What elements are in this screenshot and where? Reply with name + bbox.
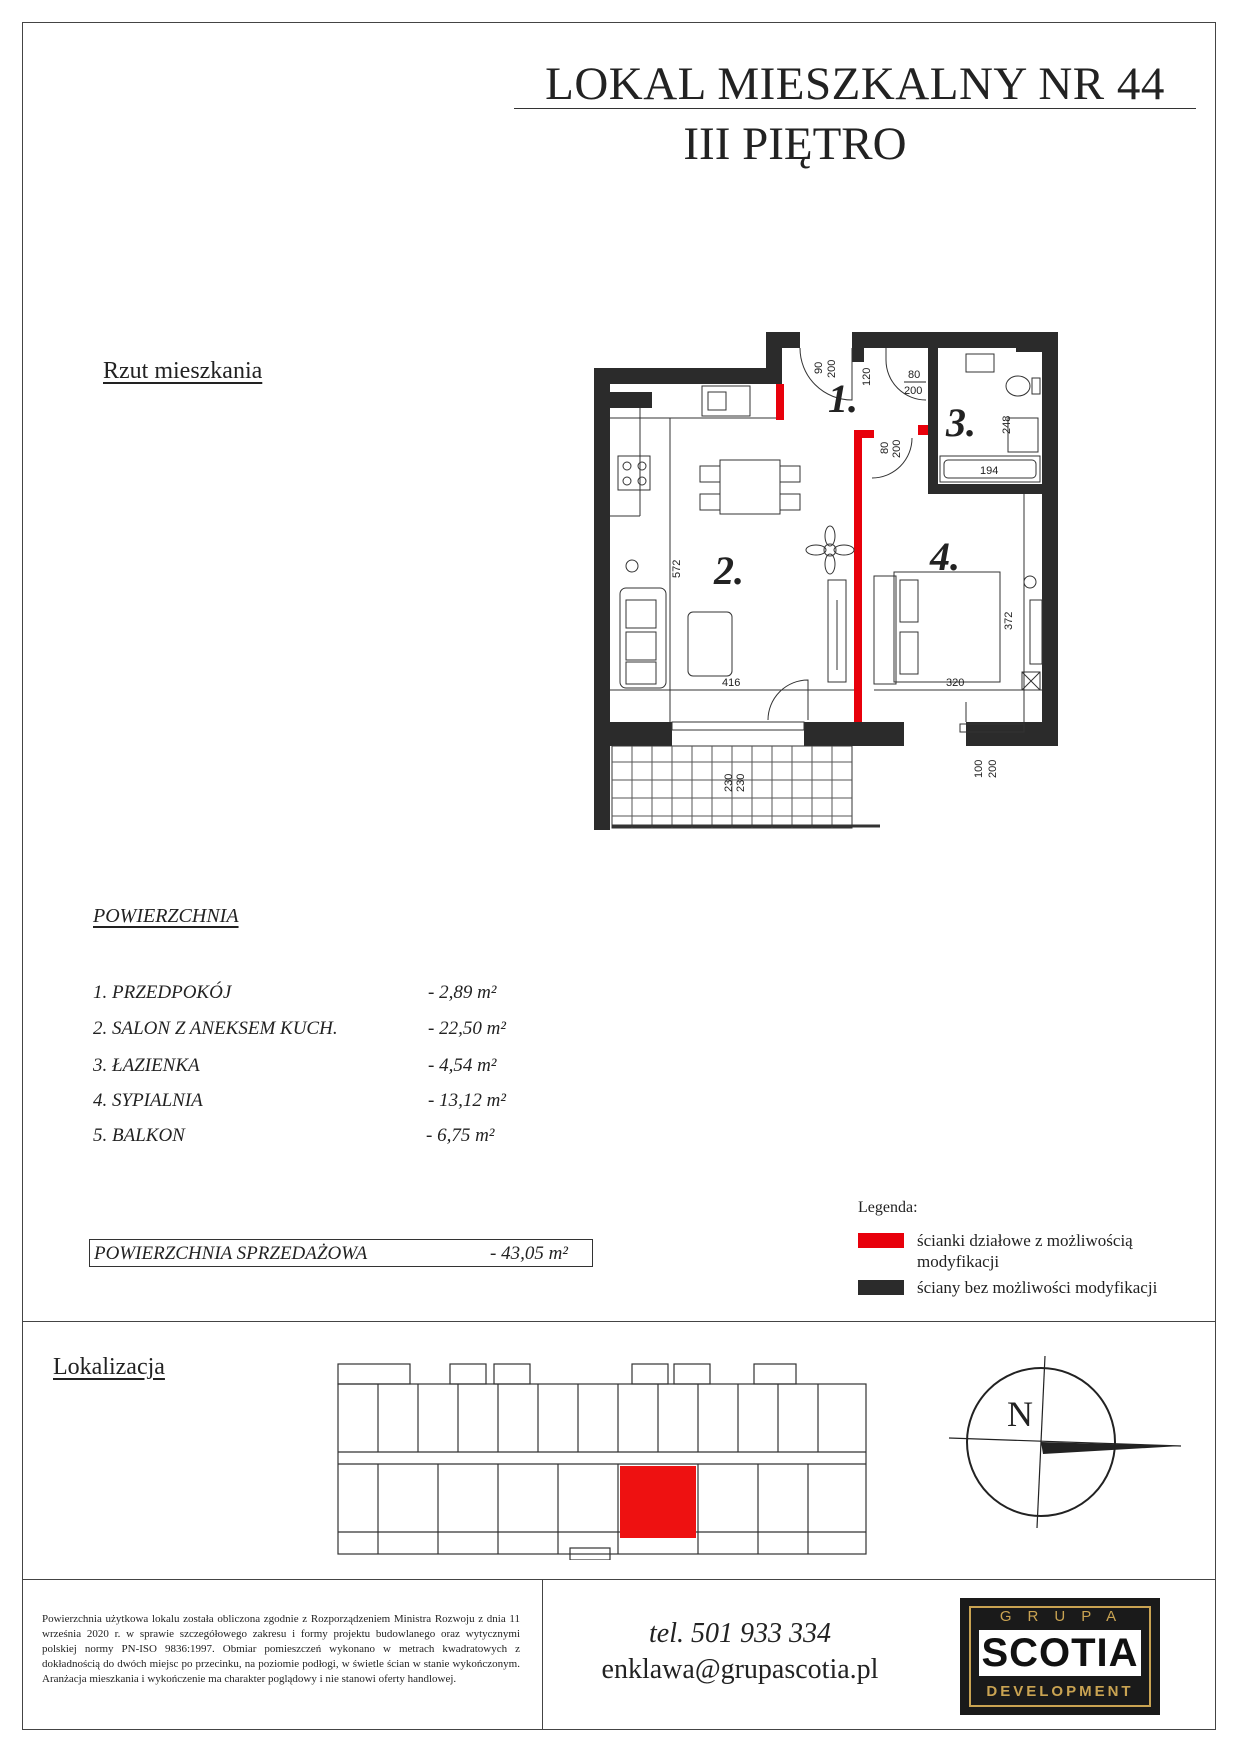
structural-walls bbox=[594, 332, 1058, 830]
sale-area-box bbox=[89, 1239, 593, 1267]
logo-top-text: GRUPA bbox=[999, 1608, 1133, 1625]
title-underline bbox=[514, 108, 1196, 109]
plan-label: Rzut mieszkania bbox=[103, 358, 263, 384]
divider-footer bbox=[22, 1579, 1216, 1580]
sale-area-value: - 43,05 m² bbox=[490, 1243, 568, 1264]
logo-main-text: SCOTIA bbox=[979, 1630, 1141, 1676]
compass-north-letter: N bbox=[1007, 1394, 1033, 1434]
dim-entrance-h: 200 bbox=[826, 359, 838, 378]
legend-title: Legenda: bbox=[858, 1199, 918, 1216]
dim-100: 100 bbox=[973, 759, 985, 778]
apartment-location-highlight bbox=[620, 1466, 696, 1538]
floor-title: III PIĘTRO bbox=[683, 118, 907, 170]
room-name: 2. SALON Z ANEKSEM KUCH. bbox=[93, 1018, 338, 1039]
phone-number[interactable]: tel. 501 933 334 bbox=[649, 1618, 831, 1649]
legend-text-modifiable: ścianki działowe z możliwością modyfikacji bbox=[917, 1231, 1133, 1271]
room-area: - 13,12 m² bbox=[428, 1090, 506, 1111]
location-label: Lokalizacja bbox=[53, 1354, 165, 1380]
logo-bottom-text: DEVELOPMENT bbox=[986, 1683, 1134, 1700]
dim-entrance-w: 90 bbox=[813, 361, 825, 374]
plant-icon bbox=[806, 526, 854, 574]
area-heading: POWIERZCHNIA bbox=[93, 905, 239, 927]
dim-248: 248 bbox=[1001, 415, 1013, 434]
divider-location bbox=[22, 1321, 1216, 1322]
dim-194: 194 bbox=[980, 465, 999, 477]
page-title: LOKAL MIESZKALNY NR 44 bbox=[545, 58, 1165, 110]
company-logo bbox=[960, 1598, 1160, 1715]
room-area: - 4,54 m² bbox=[428, 1055, 497, 1076]
room-name: 5. BALKON bbox=[93, 1125, 185, 1146]
sale-area-label: POWIERZCHNIA SPRZEDAŻOWA bbox=[94, 1243, 368, 1264]
dim-230-b: 230 bbox=[735, 773, 747, 792]
dim-320: 320 bbox=[946, 677, 965, 689]
legend-swatch-red bbox=[858, 1233, 904, 1248]
dim-bath-top-w: 80 bbox=[908, 369, 921, 381]
room-number-1: 1. bbox=[828, 376, 858, 421]
dim-bath-top-h: 200 bbox=[904, 385, 923, 397]
location-plan bbox=[334, 1360, 870, 1560]
room-name: 4. SYPIALNIA bbox=[93, 1090, 203, 1111]
legend-text-fixed: ściany bez możliwości modyfikacji bbox=[917, 1278, 1158, 1297]
legal-note: Powierzchnia użytkowa lokalu została obliczona zgodnie z Rozporządzeniem Ministra Rozwoju z dnia 11 września 2020 r. w sprawie szczegółowego zakresu i formy projektu budowlanego oraz wytycznymi polskiej normy PN-ISO 9836:1997. Obmiar pomieszczeń wykonano w metrach kwadratowych z dokładnością do dwóch miejsc po przecinku, na poziomie podłogi, w świetle ścian w stanie wykończonym. Aranżacja mieszkania i wykończenie ma charakter poglądowy i nie stanowi oferty handlowej. bbox=[42, 1613, 520, 1685]
room-number-2: 2. bbox=[714, 548, 744, 593]
room-name: 3. ŁAZIENKA bbox=[93, 1055, 200, 1076]
room-area: - 6,75 m² bbox=[426, 1125, 495, 1146]
room-number-3: 3. bbox=[946, 400, 976, 445]
dim-200: 200 bbox=[987, 759, 999, 778]
dim-416: 416 bbox=[722, 677, 741, 689]
legend-swatch-dark bbox=[858, 1280, 904, 1295]
dim-230-a: 230 bbox=[723, 773, 735, 792]
dim-572: 572 bbox=[671, 559, 683, 578]
compass-icon bbox=[945, 1352, 1185, 1532]
divider-footer-vertical bbox=[542, 1579, 543, 1730]
floor-plan bbox=[590, 330, 1070, 840]
room-area: - 2,89 m² bbox=[428, 982, 497, 1003]
room-name: 1. PRZEDPOKÓJ bbox=[93, 982, 232, 1003]
dim-372: 372 bbox=[1003, 611, 1015, 630]
dim-bath-side-h: 200 bbox=[891, 439, 903, 458]
dim-bath-side-w: 80 bbox=[879, 441, 891, 454]
dim-120: 120 bbox=[861, 367, 873, 386]
room-area: - 22,50 m² bbox=[428, 1018, 506, 1039]
email-address[interactable]: enklawa@grupascotia.pl bbox=[601, 1654, 879, 1685]
room-number-4: 4. bbox=[930, 534, 960, 579]
